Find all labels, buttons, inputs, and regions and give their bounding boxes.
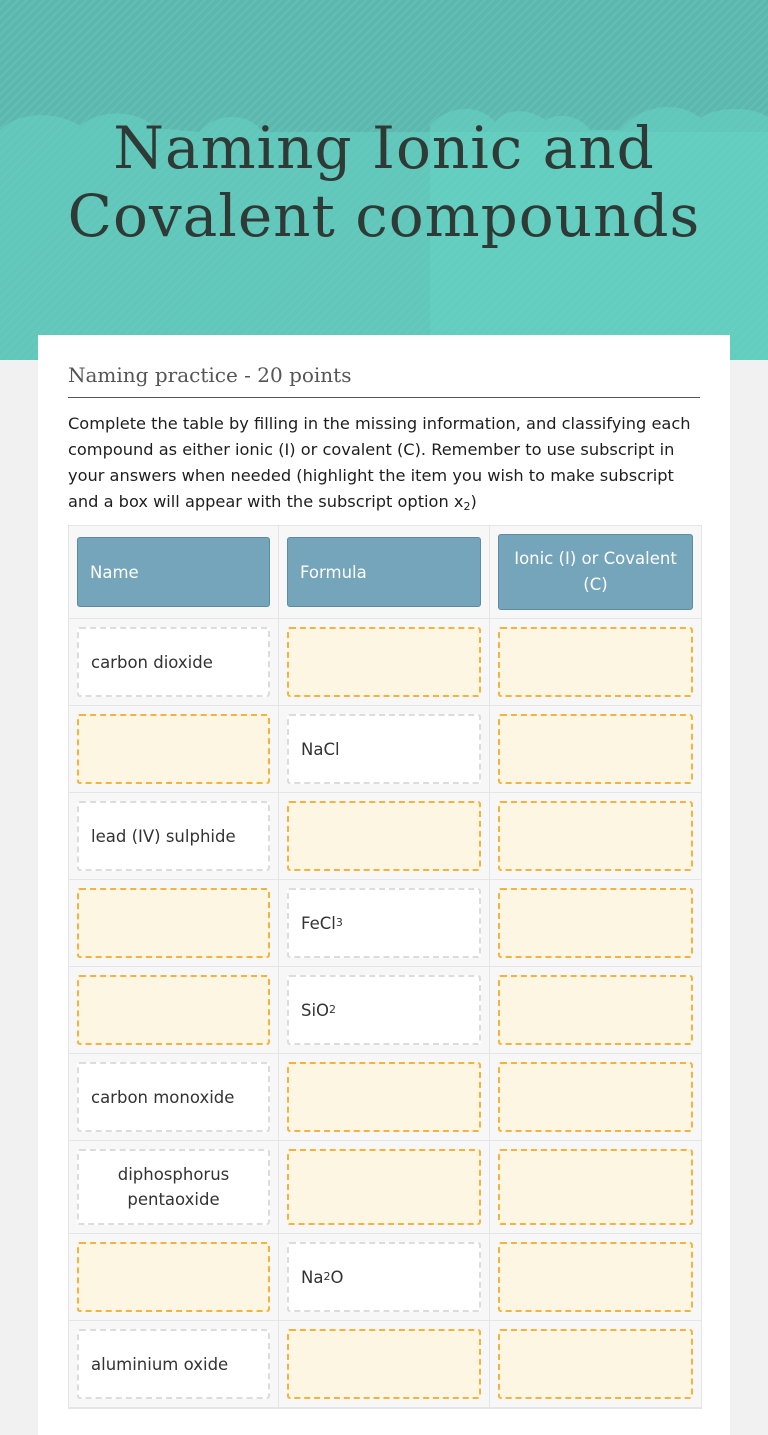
header-classification: Ionic (I) or Covalent (C)	[498, 534, 693, 610]
formula-cell: SiO 2	[287, 975, 481, 1045]
instructions	[68, 411, 704, 515]
name-input[interactable]	[77, 975, 270, 1045]
table-row	[69, 1141, 701, 1234]
header-banner	[0, 0, 768, 360]
instructions-subscript: 2	[463, 500, 471, 513]
formula-base: FeCl	[301, 913, 336, 933]
table-row	[69, 619, 701, 706]
name-cell: carbon monoxide	[77, 1062, 270, 1132]
classification-input[interactable]	[498, 801, 693, 871]
worksheet-card	[38, 335, 730, 1435]
formula-cell: FeCl 3	[287, 888, 481, 958]
table-header-row	[69, 526, 701, 619]
table-row	[69, 880, 701, 967]
classification-input[interactable]	[498, 1329, 693, 1399]
name-input[interactable]	[77, 1242, 270, 1312]
page-title: Naming Ionic and Covalent compounds	[67, 114, 701, 250]
name-cell: aluminium oxide	[77, 1329, 270, 1399]
table-row	[69, 1321, 701, 1408]
formula-tail: O	[330, 1267, 344, 1287]
formula-input[interactable]	[287, 627, 481, 697]
classification-input[interactable]	[498, 1149, 693, 1225]
header-formula: Formula	[287, 537, 481, 607]
classification-input[interactable]	[498, 888, 693, 958]
formula-base: SiO	[301, 1000, 330, 1020]
table-row	[69, 793, 701, 880]
instructions-text: Complete the table by filling in the missing information, and classifying each compound as either ionic (I) or covalent (C). Remember to use subscript in your answers when needed (highlight the item you wish to make subscript and a box will appear with the subscript option x	[68, 414, 691, 511]
name-cell: carbon dioxide	[77, 627, 270, 697]
name-cell: diphosphorus pentaoxide	[77, 1149, 270, 1225]
formula-input[interactable]	[287, 1329, 481, 1399]
table-row	[69, 1234, 701, 1321]
formula-input[interactable]	[287, 801, 481, 871]
table-row	[69, 1054, 701, 1141]
formula-input[interactable]	[287, 1062, 481, 1132]
formula-input[interactable]	[287, 1149, 481, 1225]
name-input[interactable]	[77, 888, 270, 958]
classification-input[interactable]	[498, 975, 693, 1045]
header-name: Name	[77, 537, 270, 607]
section-title: Naming practice - 20 points	[68, 363, 700, 398]
classification-input[interactable]	[498, 1242, 693, 1312]
classification-input[interactable]	[498, 1062, 693, 1132]
name-input[interactable]	[77, 714, 270, 784]
table-row	[69, 967, 701, 1054]
name-cell: lead (IV) sulphide	[77, 801, 270, 871]
formula-cell: Na 2 O	[287, 1242, 481, 1312]
instructions-end: )	[470, 492, 477, 511]
formula-cell: NaCl	[287, 714, 481, 784]
classification-input[interactable]	[498, 627, 693, 697]
compounds-table	[68, 525, 702, 1409]
classification-input[interactable]	[498, 714, 693, 784]
table-row	[69, 706, 701, 793]
formula-base: Na	[301, 1267, 324, 1287]
